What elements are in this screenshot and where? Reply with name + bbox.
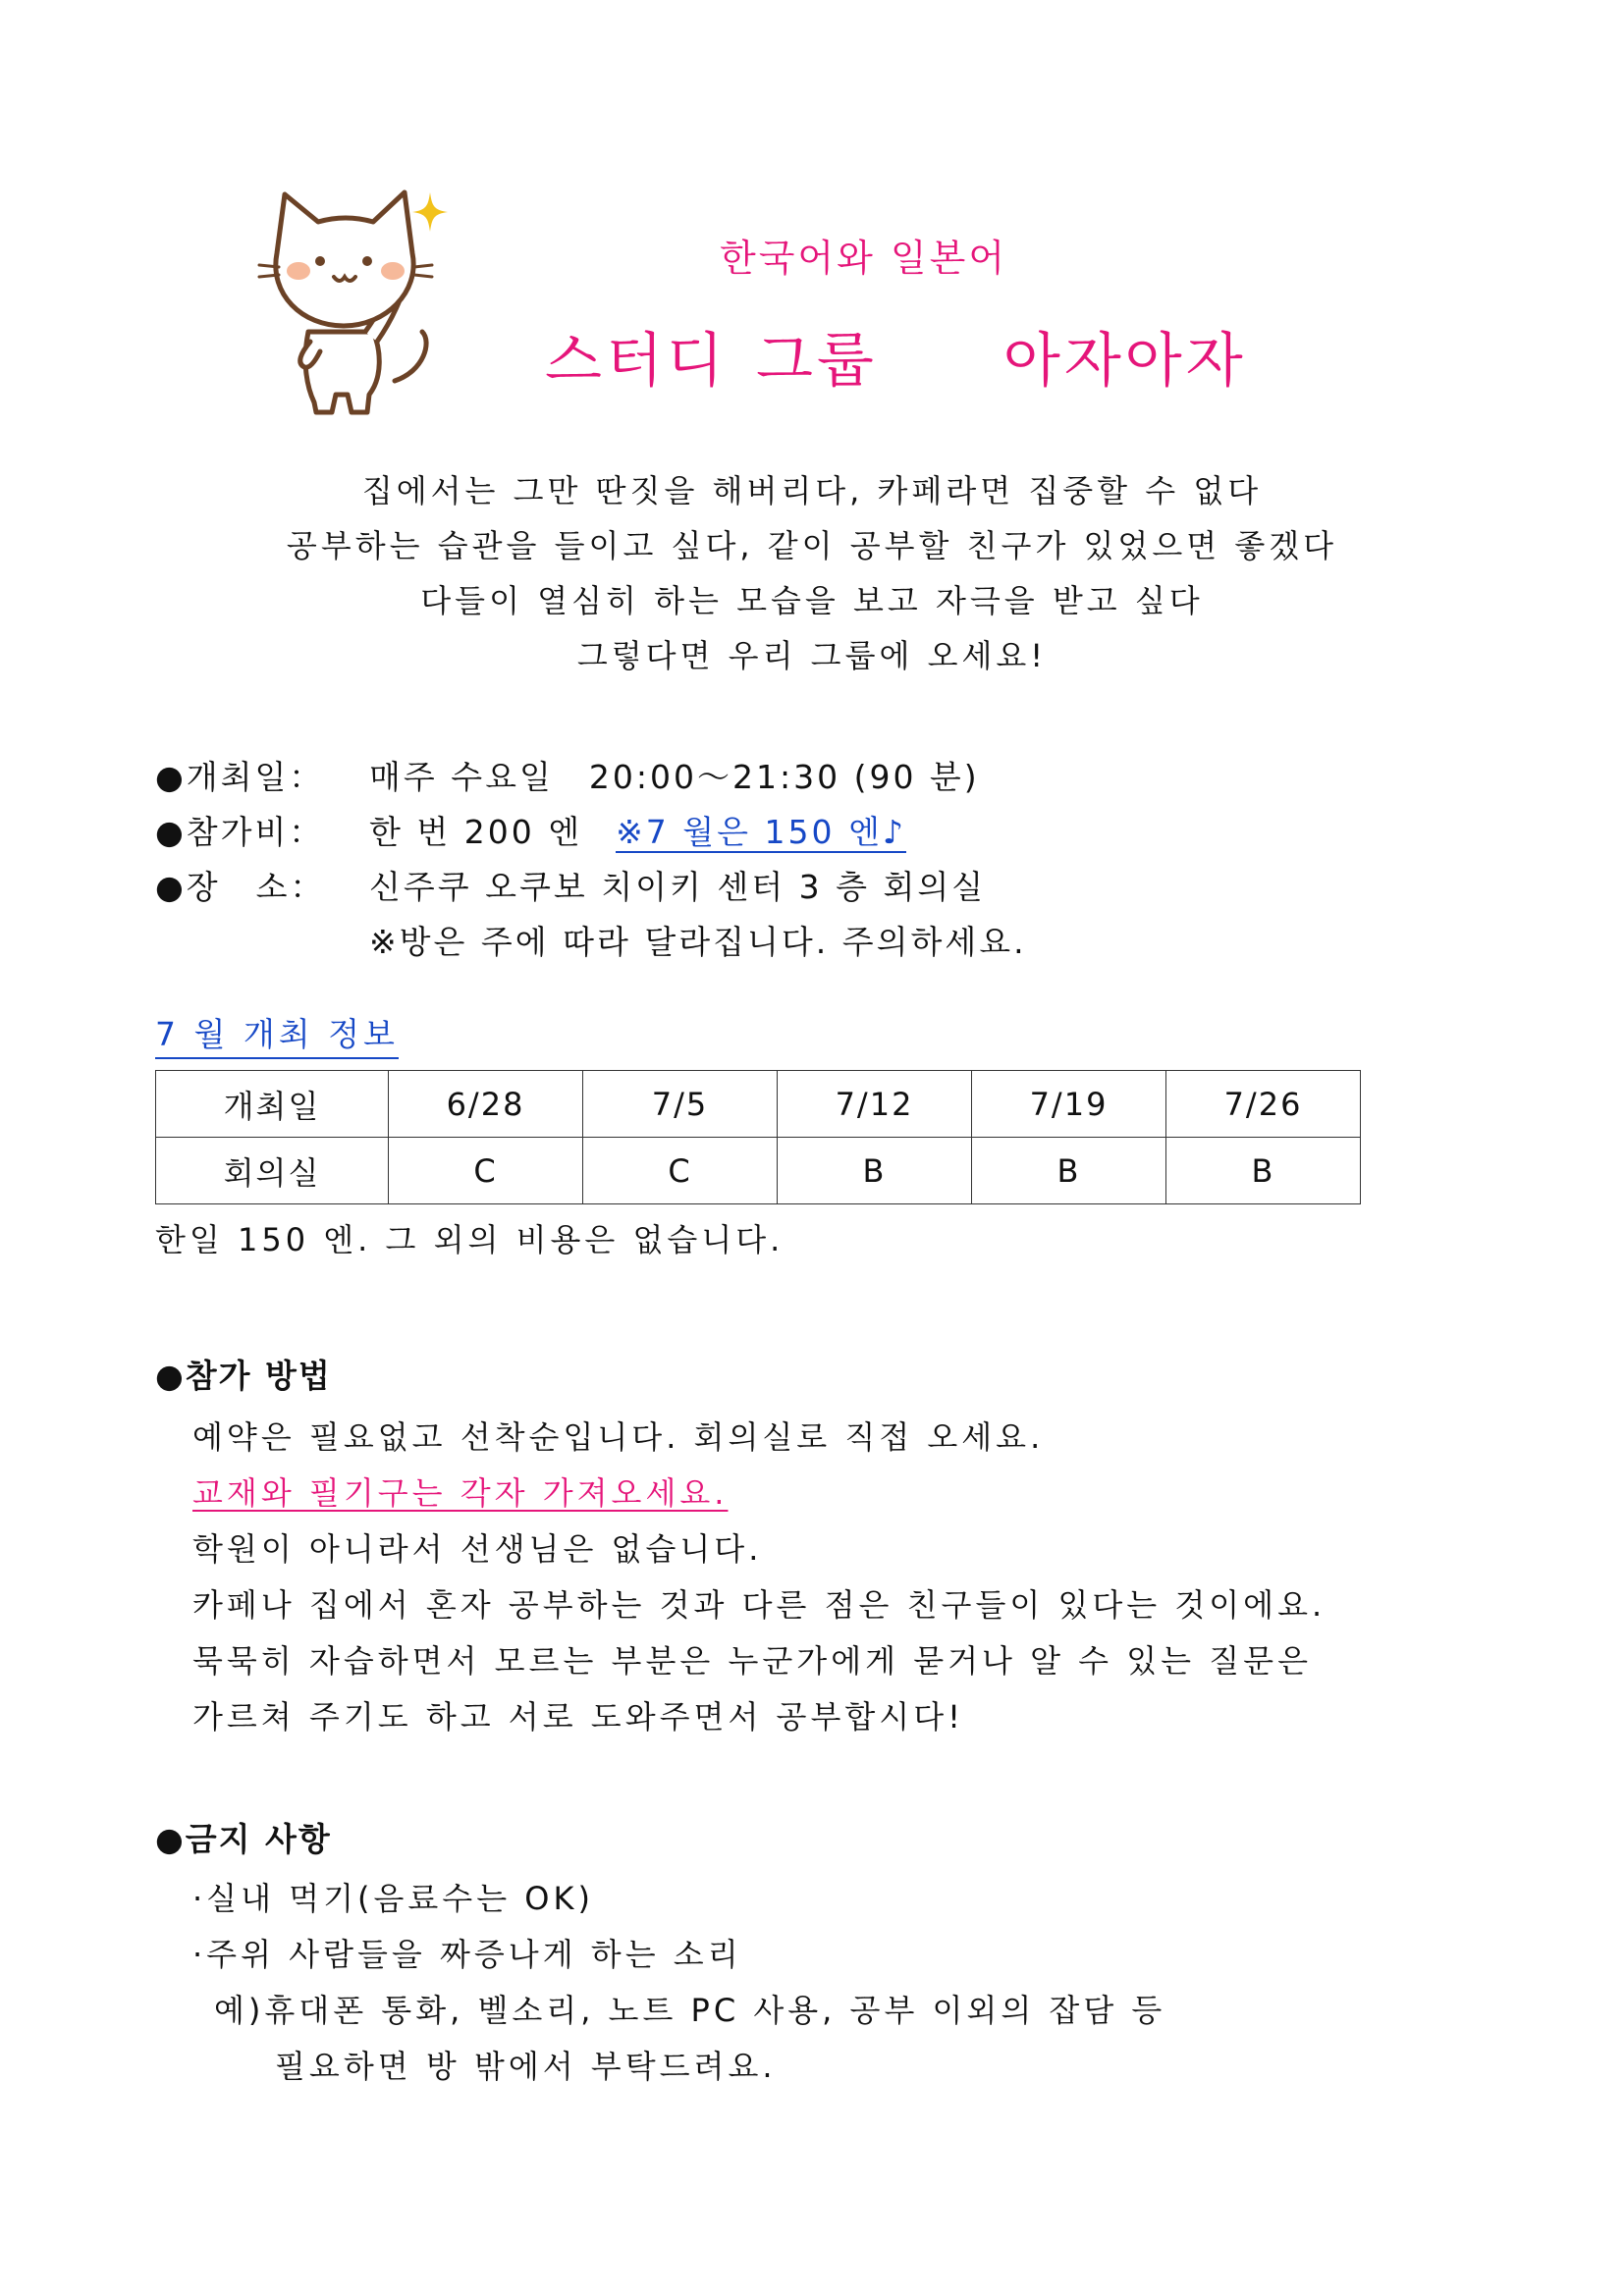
table-row [156, 1138, 1361, 1204]
table-cell: 6/28 [389, 1071, 583, 1138]
method-line: 학원이 아니라서 선생님은 없습니다. [192, 1530, 763, 1568]
table-cell: 7/19 [972, 1071, 1166, 1138]
prohibited-item: ·실내 먹기(음료수는 OK) [192, 1880, 594, 1917]
intro-line: 다들이 열심히 하는 모습을 보고 자극을 받고 싶다 [420, 582, 1204, 619]
method-line: 가르쳐 주기도 하고 서로 도와주면서 공부합시다! [192, 1698, 964, 1735]
prohibited-item: ·주위 사람들을 짜증나게 하는 소리 [192, 1936, 742, 1973]
fee-label: ●참가비： [155, 813, 325, 851]
schedule-table [155, 1070, 1361, 1204]
intro-line: 그렇다면 우리 그룹에 오세요! [576, 637, 1048, 674]
method-heading: ●참가 방법 [155, 1357, 332, 1395]
table-cell: 7/12 [778, 1071, 972, 1138]
method-line: 묵묵히 자습하면서 모르는 부분은 누군가에게 묻거나 알 수 있는 질문은 [192, 1642, 1312, 1680]
table-header-cell: 회의실 [156, 1138, 389, 1204]
date-label: ●개최일： [155, 758, 325, 796]
place-note: ※방은 주에 따라 달라집니다. 주의하세요. [369, 923, 1027, 961]
sparkle-icon [412, 192, 448, 232]
page-title: 스터디 그룹 아자아자 [545, 327, 1247, 396]
method-line-highlight [192, 1466, 1326, 1522]
july-heading: 7 월 개최 정보 [155, 1009, 399, 1059]
fee-value: 한 번 200 엔 [369, 813, 583, 851]
table-cell: B [1166, 1138, 1361, 1204]
table-cell: C [583, 1138, 778, 1204]
prohibited-example: 예)휴대폰 통화, 벨소리, 노트 PC 사용, 공부 이외의 잡담 등 [214, 1992, 1166, 2029]
subtitle: 한국어와 일본어 [720, 237, 1008, 280]
table-header-cell: 개최일 [156, 1071, 389, 1138]
method-line: 예약은 필요없고 선착순입니다. 회의실로 직접 오세요. [192, 1418, 1045, 1456]
intro-line: 공부하는 습관을 들이고 싶다, 같이 공부할 친구가 있었으면 좋겠다 [286, 527, 1338, 564]
date-value: 매주 수요일 20:00～21:30 (90 분) [369, 758, 980, 796]
fee-note-line: 한일 150 엔. 그 외의 비용은 없습니다. [155, 1221, 785, 1258]
table-row [156, 1071, 1361, 1138]
prohibited-list [192, 1871, 1165, 2095]
method-highlight: 교재와 필기구는 각자 가져오세요. [192, 1474, 729, 1512]
method-text [192, 1410, 1326, 1745]
fee-value-wrap [369, 805, 906, 860]
intro-text [0, 463, 1624, 683]
prohibited-request: 필요하면 방 밖에서 부탁드려요. [275, 2048, 777, 2085]
fee-note: ※7 월은 150 엔♪ [616, 813, 906, 851]
table-cell: 7/5 [583, 1071, 778, 1138]
method-line: 카페나 집에서 혼자 공부하는 것과 다른 점은 친구들이 있다는 것이에요. [192, 1586, 1326, 1624]
place-value: 신주쿠 오쿠보 치이키 센터 3 층 회의실 [369, 868, 987, 906]
table-cell: B [778, 1138, 972, 1204]
table-cell: 7/26 [1166, 1071, 1361, 1138]
place-label: ●장 소： [155, 868, 326, 906]
table-cell: B [972, 1138, 1166, 1204]
table-cell: C [389, 1138, 583, 1204]
prohibited-heading: ●금지 사항 [155, 1820, 332, 1858]
intro-line: 집에서는 그만 딴짓을 해버리다, 카페라면 집중할 수 없다 [361, 472, 1263, 509]
